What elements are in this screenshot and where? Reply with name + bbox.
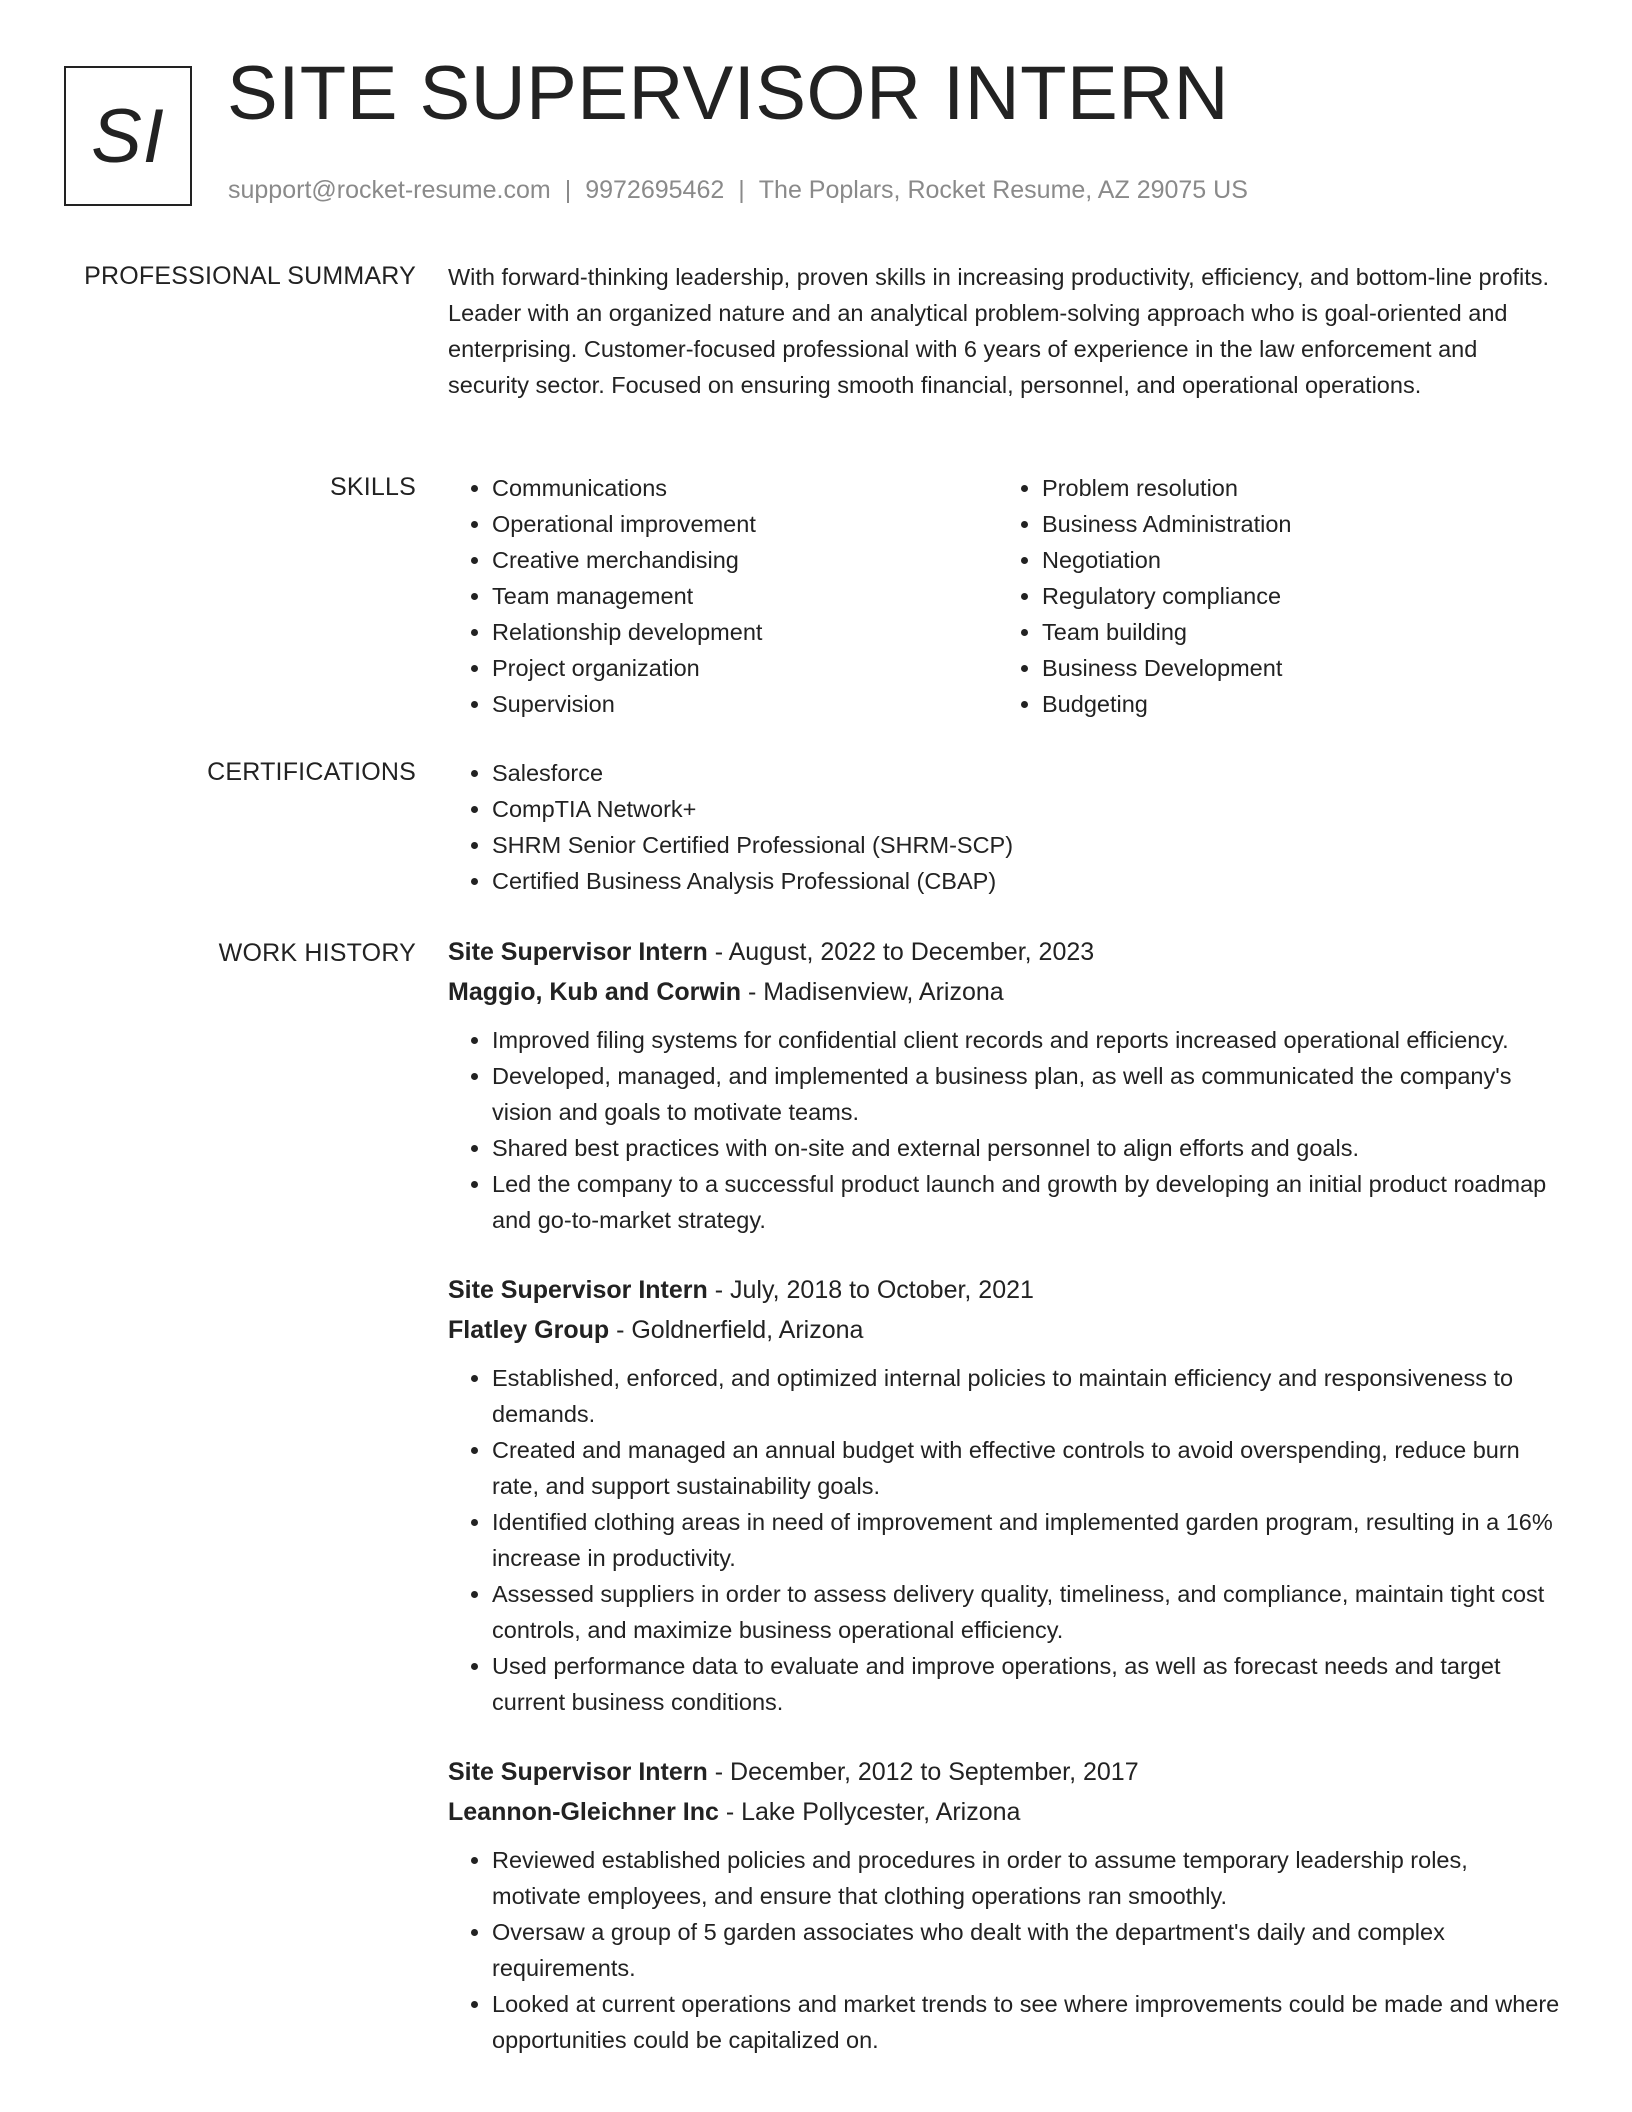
skills-list-right [998, 470, 1548, 722]
job-entry [448, 1752, 1562, 2058]
job-bullet: • Led the company to a successful product launch and growth by developing an initial product roadmap and go-to-market strategy. [492, 1166, 1562, 1238]
certification-item: • Certified Business Analysis Professional (CBAP) [492, 863, 1562, 899]
skills-column-left [448, 470, 998, 722]
skill-item: • Negotiation [1042, 542, 1548, 578]
contact-email[interactable]: support@rocket-resume.com [228, 176, 551, 204]
job-bullet: • Shared best practices with on-site and external personnel to align efforts and goals. [492, 1130, 1562, 1166]
job-location: - Lake Pollycester, Arizona [718, 1798, 1021, 1826]
job-bullets [448, 1360, 1562, 1720]
job-bullet: • Improved filing systems for confidential client records and reports increased operational efficiency. [492, 1022, 1562, 1058]
section-label-summary: PROFESSIONAL SUMMARY [84, 262, 416, 290]
job-bullet: • Established, enforced, and optimized internal policies to maintain efficiency and responsiveness to demands. [492, 1360, 1562, 1432]
contact-line [228, 175, 1248, 205]
skill-item: • Problem resolution [1042, 470, 1548, 506]
certification-item: • SHRM Senior Certified Professional (SHRM-SCP) [492, 827, 1562, 863]
job-company: Flatley Group [448, 1316, 610, 1344]
job-bullet: • Assessed suppliers in order to assess delivery quality, timeliness, and compliance, maintain tight cost controls, and maximize business operational efficiency. [492, 1576, 1562, 1648]
skills-column-right [998, 470, 1548, 722]
contact-separator: | [564, 176, 572, 204]
job-company-line [448, 1310, 1562, 1350]
job-bullet: • Developed, managed, and implemented a business plan, as well as communicated the company's vision and goals to motivate teams. [492, 1058, 1562, 1130]
job-bullet: • Oversaw a group of 5 garden associates who dealt with the department's daily and complex requirements. [492, 1914, 1562, 1986]
job-bullet: • Looked at current operations and market trends to see where improvements could be made and where opportunities could be capitalized on. [492, 1986, 1562, 2058]
skill-item: • Creative merchandising [492, 542, 998, 578]
job-company-line [448, 1792, 1562, 1832]
job-bullet: • Used performance data to evaluate and improve operations, as well as forecast needs and target current business conditions. [492, 1648, 1562, 1720]
job-title: Site Supervisor Intern [448, 938, 708, 966]
job-title-line [448, 932, 1562, 972]
section-summary [448, 259, 1562, 403]
section-label-certifications: CERTIFICATIONS [207, 758, 416, 786]
skill-item: • Regulatory compliance [1042, 578, 1548, 614]
skills-list-left [448, 470, 998, 722]
job-title: Site Supervisor Intern [448, 1276, 708, 1304]
skill-item: • Business Development [1042, 650, 1548, 686]
summary-text: With forward-thinking leadership, proven skills in increasing productivity, efficiency, and bottom-line profits. Leader with an organized nature and an analytical problem-solving approach who is goal-oriented and enterprising. Customer-focused professional with 6 years of experience in the law enforcement and security sector. Focused on ensuring smooth financial, personnel, and operational operations. [448, 264, 1550, 398]
skills-grid [448, 470, 1562, 722]
job-dates: - December, 2012 to September, 2017 [707, 1758, 1139, 1786]
job-location: - Madisenview, Arizona [741, 978, 1004, 1006]
section-certifications [448, 755, 1562, 899]
skill-item: • Budgeting [1042, 686, 1548, 722]
skill-item: • Business Administration [1042, 506, 1548, 542]
section-work-history [448, 932, 1562, 2090]
skill-item: • Relationship development [492, 614, 998, 650]
skill-item: • Team management [492, 578, 998, 614]
monogram-initials: SI [91, 93, 165, 179]
job-company: Leannon-Gleichner Inc [448, 1798, 719, 1826]
page-title: SITE SUPERVISOR INTERN [227, 51, 1230, 136]
certifications-list [448, 755, 1562, 899]
job-entry [448, 1270, 1562, 1720]
contact-phone[interactable]: 9972695462 [585, 176, 725, 204]
job-title-line [448, 1270, 1562, 1310]
job-dates: - July, 2018 to October, 2021 [707, 1276, 1034, 1304]
skill-item: • Operational improvement [492, 506, 998, 542]
skill-item: • Supervision [492, 686, 998, 722]
section-skills [448, 470, 1562, 722]
job-bullet: • Created and managed an annual budget with effective controls to avoid overspending, reduce burn rate, and support sustainability goals. [492, 1432, 1562, 1504]
section-label-skills: SKILLS [330, 473, 416, 501]
job-bullet: • Reviewed established policies and procedures in order to assume temporary leadership roles, motivate employees, and ensure that clothing operations ran smoothly. [492, 1842, 1562, 1914]
monogram-box [64, 66, 192, 206]
job-title-line [448, 1752, 1562, 1792]
job-entry [448, 932, 1562, 1238]
job-company: Maggio, Kub and Corwin [448, 978, 742, 1006]
job-title: Site Supervisor Intern [448, 1758, 708, 1786]
skill-item: • Team building [1042, 614, 1548, 650]
skill-item: • Project organization [492, 650, 998, 686]
job-bullet: • Identified clothing areas in need of improvement and implemented garden program, resulting in a 16% increase in productivity. [492, 1504, 1562, 1576]
certification-item: • CompTIA Network+ [492, 791, 1562, 827]
contact-address: The Poplars, Rocket Resume, AZ 29075 US [758, 176, 1248, 204]
job-bullets [448, 1022, 1562, 1238]
contact-separator: | [738, 176, 745, 204]
job-location: - Goldnerfield, Arizona [609, 1316, 864, 1344]
job-dates: - August, 2022 to December, 2023 [707, 938, 1095, 966]
skill-item: • Communications [492, 470, 998, 506]
job-bullets [448, 1842, 1562, 2058]
job-company-line [448, 972, 1562, 1012]
section-label-work-history: WORK HISTORY [218, 939, 416, 967]
certification-item: • Salesforce [492, 755, 1562, 791]
